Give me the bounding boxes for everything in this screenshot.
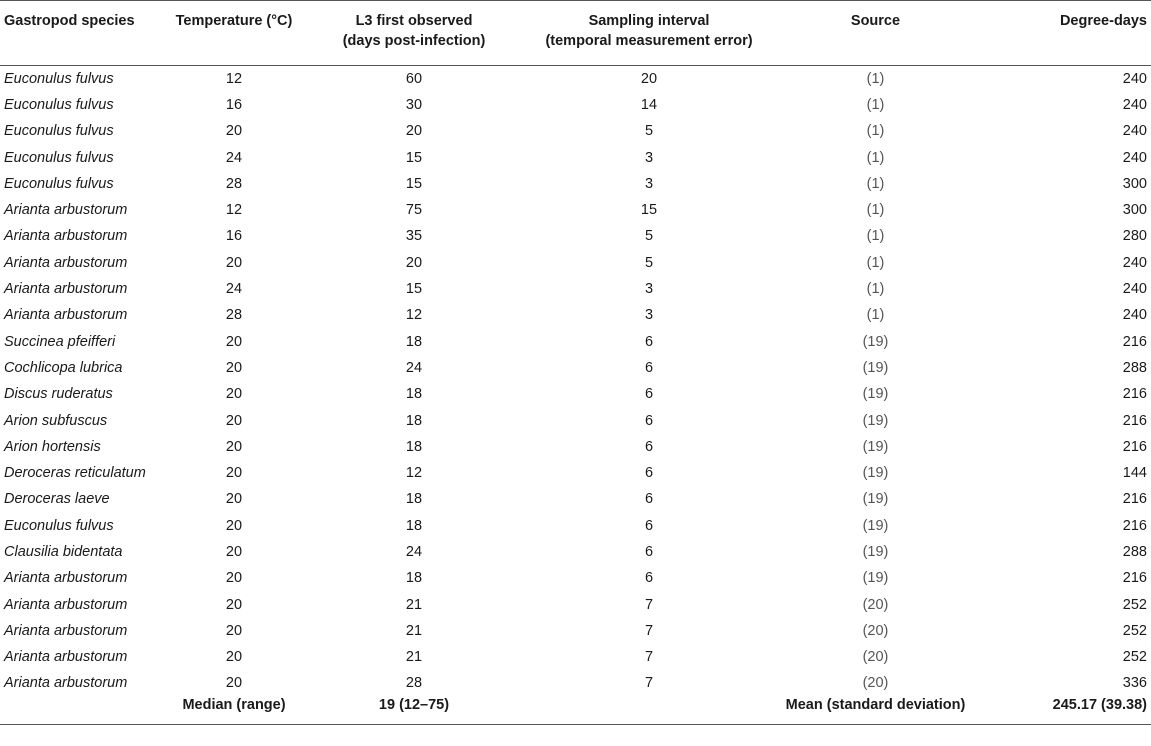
cell-sampling-interval: 3 (644, 149, 654, 166)
cell-sampling-interval: 6 (644, 386, 654, 403)
cell-l3-first-observed: 18 (405, 570, 423, 587)
cell-degree-days: 216 (1122, 491, 1147, 508)
cell-l3-first-observed: 18 (405, 438, 423, 455)
table-row (0, 460, 1151, 486)
table-row (0, 381, 1151, 407)
cell-degree-days: 240 (1122, 307, 1147, 324)
cell-source: (19) (862, 412, 889, 429)
summary-empty-species (0, 697, 154, 725)
cell-source: (1) (866, 254, 885, 271)
cell-source: (1) (866, 175, 885, 192)
cell-source: (20) (862, 675, 889, 692)
cell-l3-first-observed: 75 (405, 202, 423, 219)
cell-temperature: 20 (225, 675, 243, 692)
table-body (0, 66, 1151, 697)
table-row (0, 250, 1151, 276)
cell-l3-first-observed: 18 (405, 491, 423, 508)
cell-l3-first-observed: 12 (405, 307, 423, 324)
cell-species: Arianta arbustorum (4, 675, 128, 692)
cell-l3-first-observed: 20 (405, 123, 423, 140)
cell-species: Arianta arbustorum (4, 649, 128, 666)
cell-species: Euconulus fulvus (4, 70, 114, 87)
cell-degree-days: 240 (1122, 70, 1147, 87)
header-source: Source (784, 1, 967, 66)
header-l3-line2: (days post-infection) (342, 33, 486, 49)
cell-source: (1) (866, 307, 885, 324)
cell-l3-first-observed: 15 (405, 175, 423, 192)
cell-temperature: 20 (225, 491, 243, 508)
cell-temperature: 20 (225, 465, 243, 482)
cell-degree-days: 144 (1122, 465, 1147, 482)
cell-degree-days: 240 (1122, 123, 1147, 140)
cell-species: Arianta arbustorum (4, 254, 128, 271)
cell-degree-days: 300 (1122, 202, 1147, 219)
cell-temperature: 12 (225, 202, 243, 219)
summary-mean-value: 245.17 (39.38) (967, 697, 1151, 725)
summary-row (0, 697, 1151, 725)
table-row (0, 197, 1151, 223)
cell-species: Euconulus fulvus (4, 517, 114, 534)
cell-source: (19) (862, 491, 889, 508)
cell-sampling-interval: 7 (644, 596, 654, 613)
table-row (0, 276, 1151, 302)
cell-sampling-interval: 5 (644, 123, 654, 140)
cell-sampling-interval: 5 (644, 254, 654, 271)
cell-l3-first-observed: 18 (405, 333, 423, 350)
cell-l3-first-observed: 12 (405, 465, 423, 482)
cell-species: Arianta arbustorum (4, 228, 128, 245)
cell-source: (20) (862, 649, 889, 666)
cell-l3-first-observed: 21 (405, 649, 423, 666)
cell-degree-days: 300 (1122, 175, 1147, 192)
cell-temperature: 16 (225, 96, 243, 113)
cell-temperature: 24 (225, 281, 243, 298)
cell-temperature: 28 (225, 307, 243, 324)
cell-degree-days: 216 (1122, 386, 1147, 403)
cell-temperature: 20 (225, 333, 243, 350)
cell-degree-days: 216 (1122, 517, 1147, 534)
cell-species: Arion hortensis (4, 438, 101, 455)
cell-temperature: 16 (225, 228, 243, 245)
cell-degree-days: 240 (1122, 281, 1147, 298)
header-species: Gastropod species (0, 1, 154, 66)
cell-source: (19) (862, 465, 889, 482)
cell-l3-first-observed: 15 (405, 149, 423, 166)
cell-sampling-interval: 6 (644, 333, 654, 350)
table-row (0, 591, 1151, 617)
cell-species: Arianta arbustorum (4, 622, 128, 639)
cell-sampling-interval: 7 (644, 649, 654, 666)
cell-l3-first-observed: 21 (405, 622, 423, 639)
cell-l3-first-observed: 24 (405, 543, 423, 560)
cell-l3-first-observed: 18 (405, 412, 423, 429)
cell-degree-days: 280 (1122, 228, 1147, 245)
summary-empty-sampling (514, 697, 784, 725)
cell-species: Arianta arbustorum (4, 202, 128, 219)
cell-source: (1) (866, 202, 885, 219)
cell-degree-days: 240 (1122, 254, 1147, 271)
table-row (0, 644, 1151, 670)
cell-temperature: 20 (225, 412, 243, 429)
header-sampling-line1: Sampling interval (588, 13, 710, 29)
table-row (0, 565, 1151, 591)
cell-l3-first-observed: 18 (405, 386, 423, 403)
cell-temperature: 12 (225, 70, 243, 87)
cell-l3-first-observed: 15 (405, 281, 423, 298)
cell-source: (20) (862, 622, 889, 639)
cell-sampling-interval: 6 (644, 465, 654, 482)
cell-source: (19) (862, 543, 889, 560)
cell-degree-days: 252 (1122, 596, 1147, 613)
cell-sampling-interval: 15 (640, 202, 658, 219)
table-row (0, 539, 1151, 565)
cell-temperature: 28 (225, 175, 243, 192)
cell-species: Succinea pfeifferi (4, 333, 116, 350)
table-row (0, 434, 1151, 460)
cell-temperature: 20 (225, 254, 243, 271)
cell-temperature: 20 (225, 543, 243, 560)
cell-temperature: 20 (225, 386, 243, 403)
cell-species: Arianta arbustorum (4, 570, 128, 587)
cell-degree-days: 216 (1122, 412, 1147, 429)
cell-l3-first-observed: 20 (405, 254, 423, 271)
cell-species: Cochlicopa lubrica (4, 359, 123, 376)
table-row (0, 355, 1151, 381)
header-row (0, 1, 1151, 66)
cell-temperature: 20 (225, 622, 243, 639)
table-row (0, 486, 1151, 512)
header-sampling-interval (514, 1, 784, 66)
cell-source: (19) (862, 359, 889, 376)
cell-degree-days: 288 (1122, 359, 1147, 376)
cell-sampling-interval: 6 (644, 491, 654, 508)
cell-species: Arianta arbustorum (4, 596, 128, 613)
cell-species: Arianta arbustorum (4, 307, 128, 324)
cell-degree-days: 216 (1122, 333, 1147, 350)
table-row (0, 407, 1151, 433)
cell-l3-first-observed: 18 (405, 517, 423, 534)
cell-sampling-interval: 3 (644, 175, 654, 192)
cell-degree-days: 216 (1122, 570, 1147, 587)
cell-degree-days: 336 (1122, 675, 1147, 692)
cell-sampling-interval: 20 (640, 70, 658, 87)
cell-l3-first-observed: 24 (405, 359, 423, 376)
cell-source: (19) (862, 570, 889, 587)
table-row (0, 66, 1151, 92)
cell-l3-first-observed: 60 (405, 70, 423, 87)
summary-median-label: Median (range) (154, 697, 314, 725)
cell-source: (1) (866, 281, 885, 298)
cell-temperature: 20 (225, 517, 243, 534)
cell-source: (19) (862, 386, 889, 403)
cell-species: Deroceras reticulatum (4, 465, 146, 482)
cell-temperature: 20 (225, 359, 243, 376)
cell-sampling-interval: 7 (644, 622, 654, 639)
cell-sampling-interval: 6 (644, 570, 654, 587)
table-row (0, 513, 1151, 539)
cell-source: (19) (862, 333, 889, 350)
cell-temperature: 20 (225, 596, 243, 613)
table-row (0, 171, 1151, 197)
cell-source: (1) (866, 149, 885, 166)
table-row (0, 118, 1151, 144)
cell-sampling-interval: 6 (644, 543, 654, 560)
cell-l3-first-observed: 35 (405, 228, 423, 245)
header-degree-days: Degree-days (967, 1, 1151, 66)
cell-l3-first-observed: 21 (405, 596, 423, 613)
cell-temperature: 20 (225, 649, 243, 666)
cell-species: Arianta arbustorum (4, 281, 128, 298)
cell-source: (19) (862, 438, 889, 455)
cell-source: (19) (862, 517, 889, 534)
table-row (0, 92, 1151, 118)
cell-sampling-interval: 14 (640, 96, 658, 113)
summary-mean-label: Mean (standard deviation) (784, 697, 967, 725)
cell-sampling-interval: 6 (644, 517, 654, 534)
table-row (0, 328, 1151, 354)
table-row (0, 144, 1151, 170)
cell-species: Clausilia bidentata (4, 543, 123, 560)
cell-temperature: 20 (225, 123, 243, 140)
cell-degree-days: 216 (1122, 438, 1147, 455)
cell-temperature: 20 (225, 438, 243, 455)
cell-source: (1) (866, 123, 885, 140)
cell-sampling-interval: 5 (644, 228, 654, 245)
cell-species: Euconulus fulvus (4, 175, 114, 192)
cell-sampling-interval: 6 (644, 412, 654, 429)
cell-sampling-interval: 7 (644, 675, 654, 692)
cell-species: Euconulus fulvus (4, 149, 114, 166)
cell-degree-days: 288 (1122, 543, 1147, 560)
cell-l3-first-observed: 28 (405, 675, 423, 692)
cell-degree-days: 240 (1122, 96, 1147, 113)
summary-median-value: 19 (12–75) (314, 697, 514, 725)
cell-sampling-interval: 3 (644, 307, 654, 324)
cell-temperature: 20 (225, 570, 243, 587)
cell-species: Euconulus fulvus (4, 123, 114, 140)
header-l3-first-observed (314, 1, 514, 66)
cell-species: Arion subfuscus (4, 412, 108, 429)
table-row (0, 302, 1151, 328)
cell-source: (1) (866, 228, 885, 245)
table-row (0, 618, 1151, 644)
header-sampling-line2: (temporal measurement error) (545, 33, 753, 49)
cell-degree-days: 252 (1122, 622, 1147, 639)
header-temperature: Temperature (°C) (154, 1, 314, 66)
cell-species: Euconulus fulvus (4, 96, 114, 113)
cell-species: Deroceras laeve (4, 491, 110, 508)
cell-temperature: 24 (225, 149, 243, 166)
cell-source: (20) (862, 596, 889, 613)
cell-sampling-interval: 6 (644, 438, 654, 455)
cell-degree-days: 240 (1122, 149, 1147, 166)
cell-source: (1) (866, 70, 885, 87)
cell-sampling-interval: 3 (644, 281, 654, 298)
table-row (0, 223, 1151, 249)
cell-source: (1) (866, 96, 885, 113)
cell-l3-first-observed: 30 (405, 96, 423, 113)
cell-degree-days: 252 (1122, 649, 1147, 666)
cell-species: Discus ruderatus (4, 386, 113, 403)
cell-sampling-interval: 6 (644, 359, 654, 376)
header-l3-line1: L3 first observed (355, 13, 473, 29)
table-row (0, 670, 1151, 696)
